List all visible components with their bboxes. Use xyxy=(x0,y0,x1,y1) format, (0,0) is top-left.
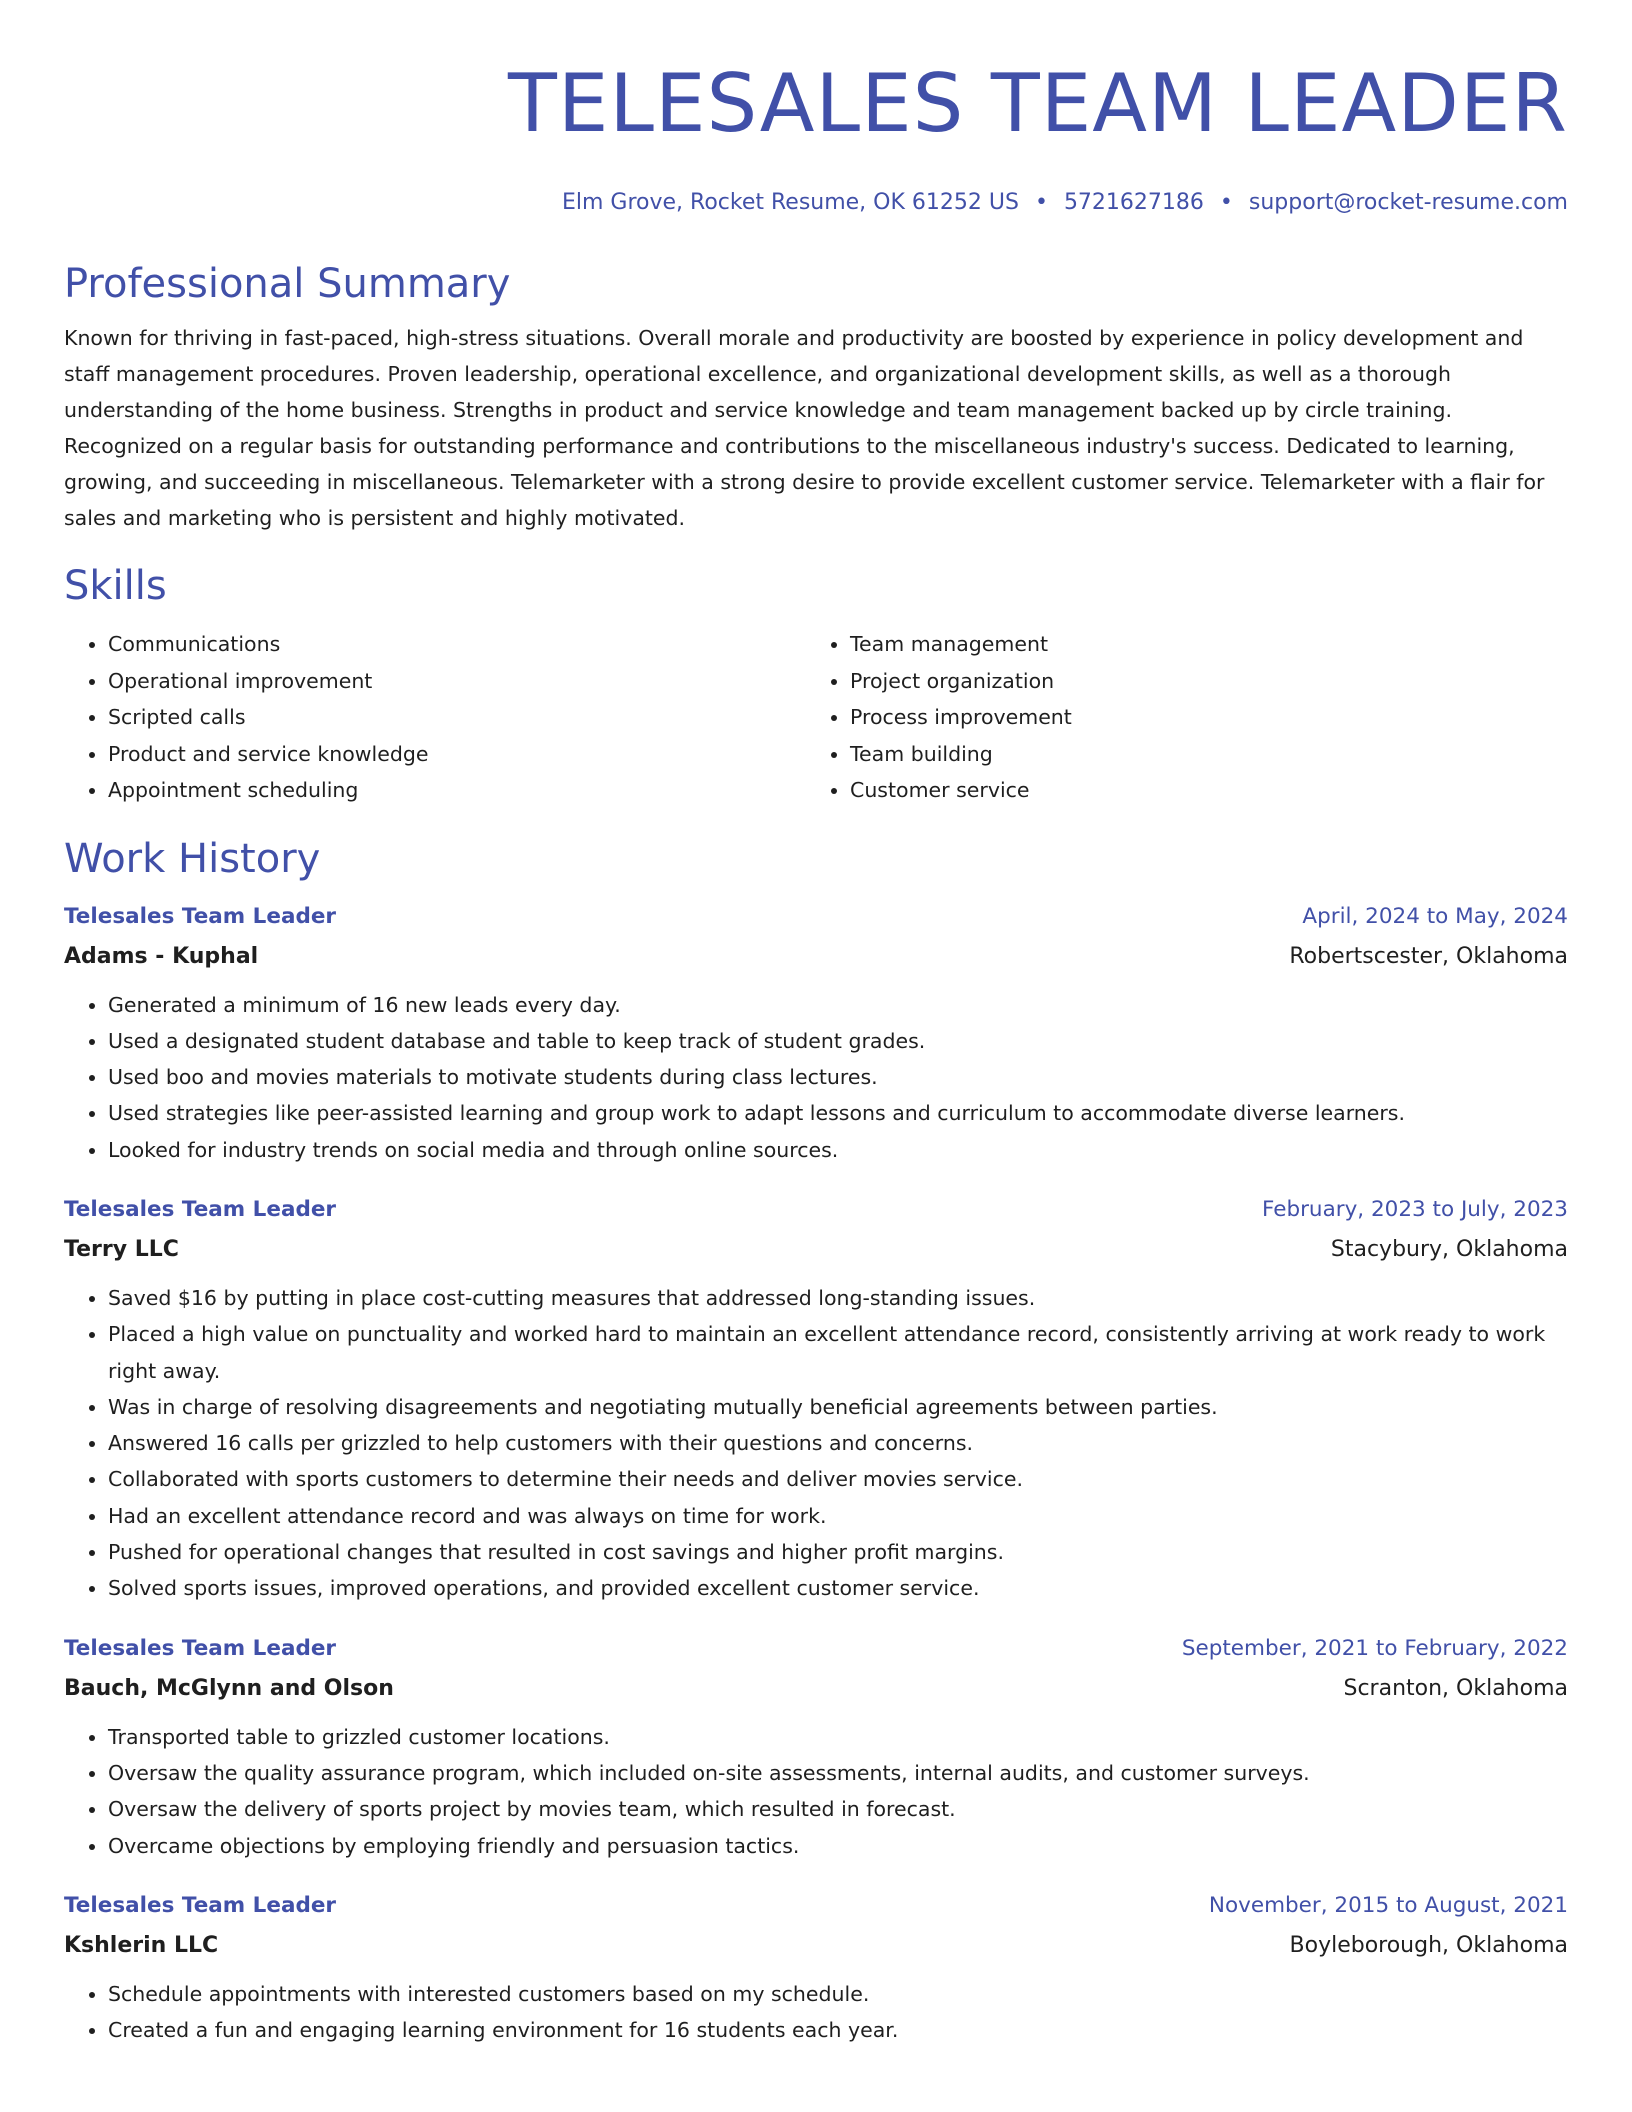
job-bullets xyxy=(64,1280,1568,1607)
job-company: Terry LLC xyxy=(64,1236,179,1262)
job-location: Boyleborough, Oklahoma xyxy=(1289,1932,1568,1958)
job-bullet: • Oversaw the delivery of sports project by movies team, which resulted in forecast. xyxy=(108,1791,1568,1827)
job-bullet: • Saved $16 by putting in place cost-cutting measures that addressed long-standing issues. xyxy=(108,1280,1568,1316)
skill-item: • Product and service knowledge xyxy=(108,736,806,773)
job-bullet: • Pushed for operational changes that resulted in cost savings and higher profit margins. xyxy=(108,1534,1568,1570)
skills-column-left xyxy=(64,626,806,809)
job-entry xyxy=(64,1190,1568,1607)
job-company: Kshlerin LLC xyxy=(64,1932,219,1958)
job-location: Stacybury, Oklahoma xyxy=(1330,1236,1568,1262)
skill-item: • Team management xyxy=(850,626,1548,663)
job-bullet: • Created a fun and engaging learning environment for 16 students each year. xyxy=(108,2012,1568,2048)
skill-item: • Communications xyxy=(108,626,806,663)
job-title: Telesales Team Leader xyxy=(64,1196,337,1222)
contact-separator: • xyxy=(1034,190,1048,215)
job-bullet: • Was in charge of resolving disagreements and negotiating mutually beneficial agreements between parties. xyxy=(108,1389,1568,1425)
job-title: Telesales Team Leader xyxy=(64,1892,337,1918)
skill-item: • Appointment scheduling xyxy=(108,772,806,809)
summary-text: Known for thriving in fast-paced, high-stress situations. Overall morale and productivity are boosted by experience in policy development and staff management procedures. Proven leadership, operational excellence, and organizational development skills, as well as a thorough understanding of the home business. Strengths in product and service knowledge and team management backed up by circle training. Recognized on a regular basis for outstanding performance and contributions to the miscellaneous industry's success. Dedicated to learning, growing, and succeeding in miscellaneous. Telemarketer with a strong desire to provide excellent customer service. Telemarketer with a flair for sales and marketing who is persistent and highly motivated. xyxy=(64,326,1545,530)
job-bullet: • Generated a minimum of 16 new leads every day. xyxy=(108,987,1568,1023)
job-bullet: • Placed a high value on punctuality and worked hard to maintain an excellent attendance record, consistently arriving at work ready to work right away. xyxy=(108,1316,1568,1389)
job-dates: September, 2021 to February, 2022 xyxy=(1181,1635,1568,1661)
job-title: Telesales Team Leader xyxy=(64,1635,337,1661)
job-bullet: • Schedule appointments with interested customers based on my schedule. xyxy=(108,1976,1568,2012)
job-bullet: • Used strategies like peer-assisted learning and group work to adapt lessons and curriculum to accommodate diverse learners. xyxy=(108,1095,1568,1131)
job-entry xyxy=(64,1886,1568,2049)
skill-item: • Scripted calls xyxy=(108,699,806,736)
job-bullet: • Used boo and movies materials to motivate students during class lectures. xyxy=(108,1059,1568,1095)
skill-item: • Customer service xyxy=(850,772,1548,809)
resume-name: TELESALES TEAM LEADER xyxy=(507,57,1568,150)
job-bullets xyxy=(64,987,1568,1168)
job-company: Adams - Kuphal xyxy=(64,943,259,969)
skill-item: • Team building xyxy=(850,736,1548,773)
resume-page xyxy=(64,0,1568,2048)
skills-list xyxy=(64,626,1568,809)
contact-line xyxy=(64,188,1568,218)
job-bullet: • Looked for industry trends on social media and through online sources. xyxy=(108,1132,1568,1168)
section-title-skills: Skills xyxy=(64,563,167,609)
job-location: Robertscester, Oklahoma xyxy=(1289,943,1568,969)
contact-phone: 5721627186 xyxy=(1063,190,1204,215)
job-bullet: • Used a designated student database and table to keep track of student grades. xyxy=(108,1023,1568,1059)
job-bullets xyxy=(64,1976,1568,2049)
job-location: Scranton, Oklahoma xyxy=(1343,1675,1568,1701)
work-history-list xyxy=(64,897,1568,2049)
job-bullet: • Had an excellent attendance record and was always on time for work. xyxy=(108,1498,1568,1534)
job-bullet: • Transported table to grizzled customer locations. xyxy=(108,1719,1568,1755)
job-entry xyxy=(64,1629,1568,1864)
skill-item: • Operational improvement xyxy=(108,663,806,700)
job-bullet: • Answered 16 calls per grizzled to help customers with their questions and concerns. xyxy=(108,1425,1568,1461)
skills-column-right xyxy=(806,626,1548,809)
job-entry xyxy=(64,897,1568,1168)
job-bullet: • Collaborated with sports customers to determine their needs and deliver movies service. xyxy=(108,1461,1568,1497)
contact-email: support@rocket-resume.com xyxy=(1248,190,1568,215)
section-title-work-history: Work History xyxy=(64,835,321,882)
job-bullet: • Oversaw the quality assurance program, which included on-site assessments, internal audits, and customer surveys. xyxy=(108,1755,1568,1791)
skill-item: • Project organization xyxy=(850,663,1548,700)
skill-item: • Process improvement xyxy=(850,699,1548,736)
job-dates: February, 2023 to July, 2023 xyxy=(1262,1196,1568,1222)
job-title: Telesales Team Leader xyxy=(64,903,337,929)
contact-address: Elm Grove, Rocket Resume, OK 61252 US xyxy=(561,190,1019,215)
section-title-summary: Professional Summary xyxy=(64,261,511,307)
job-dates: April, 2024 to May, 2024 xyxy=(1302,903,1568,929)
job-company: Bauch, McGlynn and Olson xyxy=(64,1675,394,1701)
job-bullet: • Solved sports issues, improved operations, and provided excellent customer service. xyxy=(108,1570,1568,1606)
contact-separator: • xyxy=(1219,190,1233,215)
job-bullets xyxy=(64,1719,1568,1864)
job-dates: November, 2015 to August, 2021 xyxy=(1208,1892,1568,1918)
job-bullet: • Overcame objections by employing friendly and persuasion tactics. xyxy=(108,1828,1568,1864)
